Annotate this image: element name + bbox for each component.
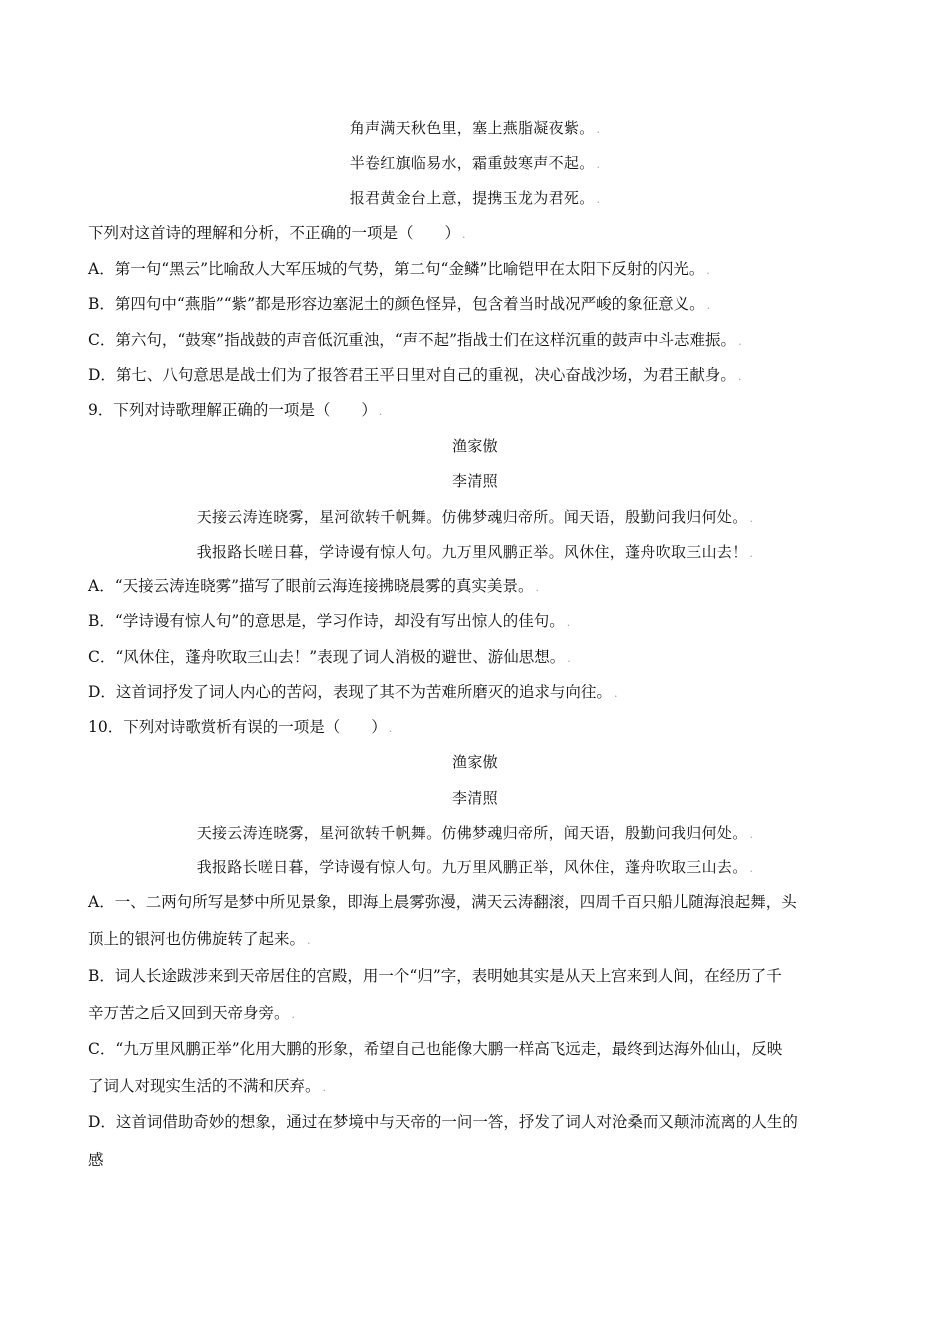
q9-option-b: B．“学诗谩有惊人句”的意思是，学习作诗，却没有写出惊人的佳句。 . — [88, 612, 571, 630]
poem-top-line-3: 报君黄金台上意，提携玉龙为君死。 . — [349, 189, 601, 207]
q10-stem: 10．下列对诗歌赏析有误的一项是（ ） . — [88, 718, 393, 736]
q10-poem-line-2: 我报路长嗟日暮，学诗谩有惊人句。九万里风鹏正举，风休住，蓬舟吹取三山去。 . — [196, 858, 754, 876]
q10-option-d-line-2: 感 — [88, 1151, 104, 1169]
q9-option-a: A．“天接云涛连晓雾”描写了眼前云海连接拂晓晨雾的真实美景。 . — [88, 577, 540, 595]
q9-stem: 9．下列对诗歌理解正确的一项是（ ） . — [88, 401, 383, 419]
q9-poem-title: 渔家傲 — [452, 437, 498, 455]
q10-option-a-line-1: A．一、二两句所写是梦中所见景象，即海上晨雾弥漫，满天云涛翻滚，四周千百只船儿随海浪起舞，头 — [88, 893, 797, 911]
q10-option-b-line-2: 辛万苦之后又回到天帝身旁。 . — [88, 1004, 296, 1022]
q8-option-a: A．第一句“黑云”比喻敌人大军压城的气势，第二句“金鳞”比喻铠甲在太阳下反射的闪光。 . — [88, 260, 710, 278]
q10-poem-title: 渔家傲 — [452, 753, 498, 771]
poem-top-line-2: 半卷红旗临易水，霜重鼓寒声不起。 . — [349, 154, 601, 172]
q10-option-d-line-1: D．这首词借助奇妙的想象，通过在梦境中与天帝的一问一答，抒发了词人对沧桑而又颠沛流离的人生的 — [88, 1113, 798, 1131]
q9-option-c: C．“风休住，蓬舟吹取三山去！”表现了词人消极的避世、游仙思想。 . — [88, 648, 571, 666]
q9-poem-author: 李清照 — [452, 472, 498, 490]
q10-option-a-line-2: 顶上的银河也仿佛旋转了起来。 . — [88, 930, 311, 948]
q9-poem-line-1: 天接云涛连晓雾，星河欲转千帆舞。仿佛梦魂归帝所。闻天语，殷勤问我归何处。 . — [196, 508, 754, 526]
poem-top-line-1: 角声满天秋色里，塞上燕脂凝夜紫。 . — [349, 119, 601, 137]
q8-option-c: C．第六句，“鼓寒”指战鼓的声音低沉重浊，“声不起”指战士们在这样沉重的鼓声中斗志难振。 . — [88, 331, 742, 349]
q8-option-d: D．第七、八句意思是战士们为了报答君王平日里对自己的重视，决心奋战沙场，为君王献身。 . — [88, 366, 742, 384]
q10-poem-line-1: 天接云涛连晓雾，星河欲转千帆舞。仿佛梦魂归帝所，闻天语，殷勤问我归何处。 . — [196, 824, 754, 842]
q10-option-c-line-2: 了词人对现实生活的不满和厌弃。 . — [88, 1077, 327, 1095]
q9-poem-line-2: 我报路长嗟日暮，学诗谩有惊人句。九万里风鹏正举。风休住，蓬舟吹取三山去！ . — [196, 543, 754, 561]
q10-poem-author: 李清照 — [452, 789, 498, 807]
q9-option-d: D．这首词抒发了词人内心的苦闷，表现了其不为苦难所磨灭的追求与向往。 . — [88, 683, 618, 701]
q8-option-b: B．第四句中“燕脂”“紫”都是形容边塞泥土的颜色怪异，包含着当时战况严峻的象征意义。 . — [88, 295, 711, 313]
q10-option-c-line-1: C．“九万里风鹏正举”化用大鹏的形象，希望自己也能像大鹏一样高飞远走，最终到达海外仙山，反映 — [88, 1040, 783, 1058]
q8-stem: 下列对这首诗的理解和分析，不正确的一项是（ ） . — [88, 224, 466, 242]
q10-option-b-line-1: B．词人长途跋涉来到天帝居住的宫殿，用一个“归”字，表明她其实是从天上宫来到人间，在经历了千 — [88, 967, 782, 985]
